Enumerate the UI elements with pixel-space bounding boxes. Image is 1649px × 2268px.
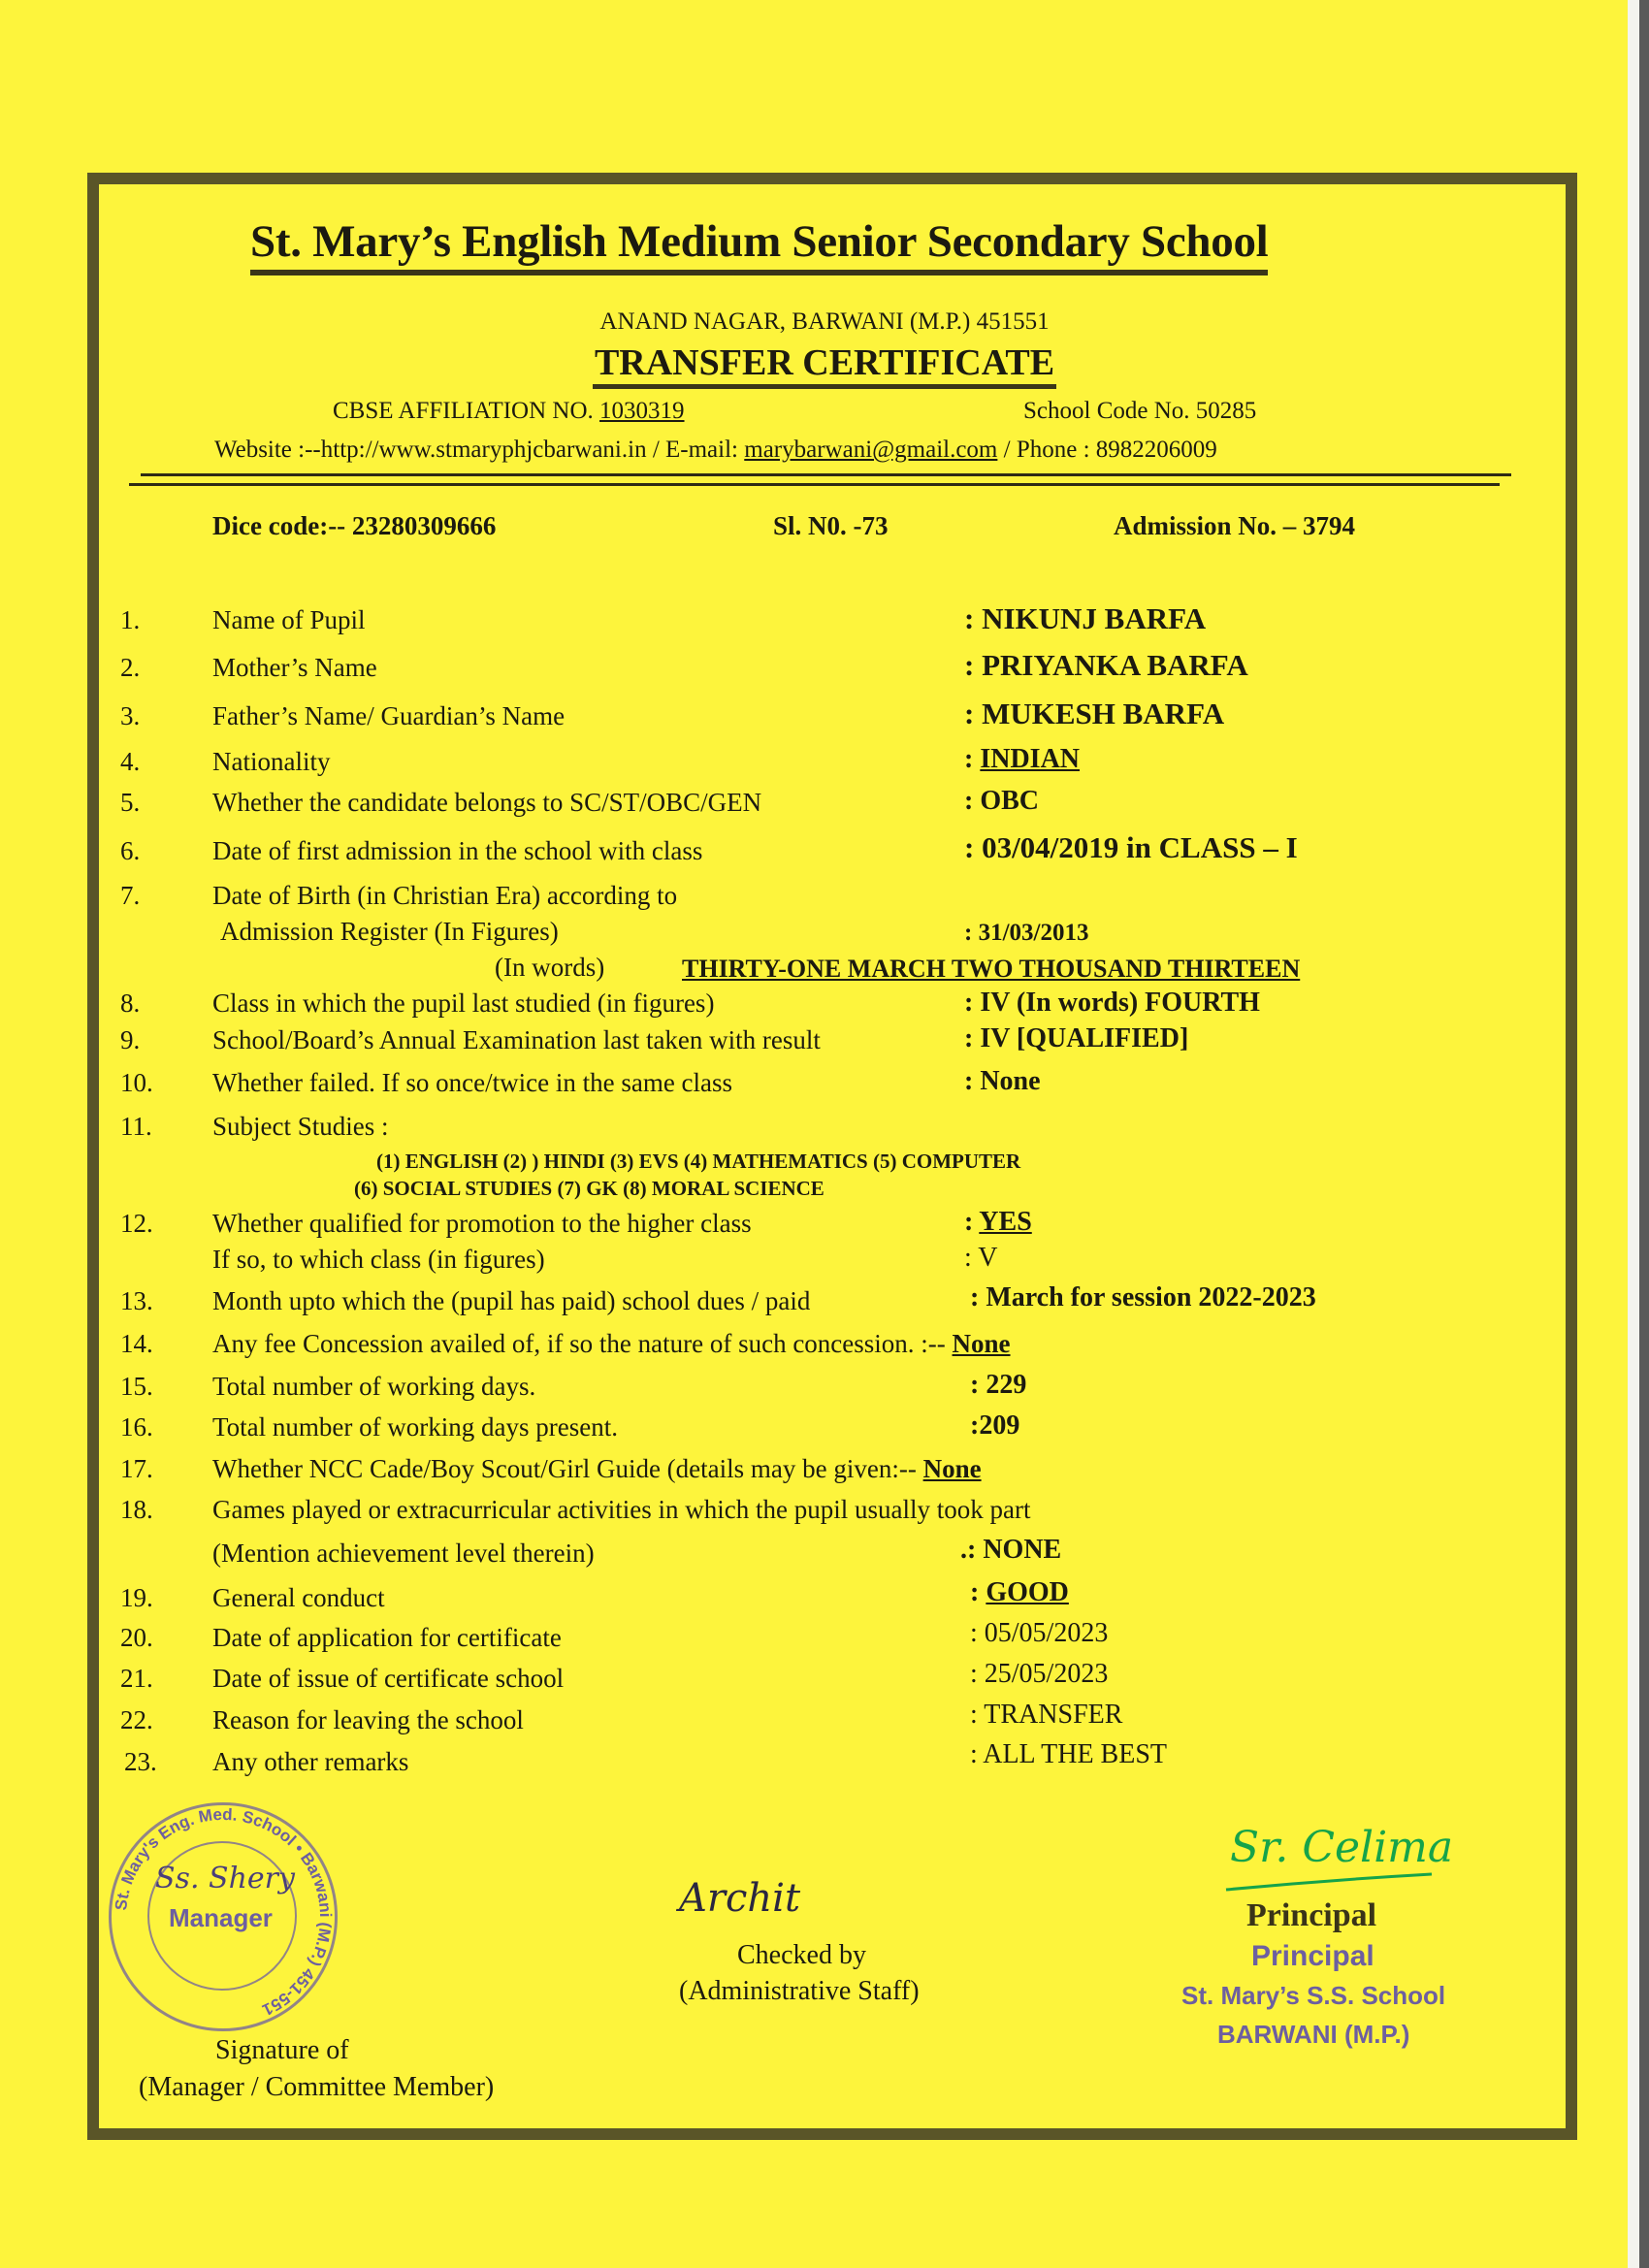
email-link[interactable]: marybarwani@gmail.com	[744, 437, 998, 463]
manager-designation: (Manager / Committee Member)	[139, 2072, 495, 2102]
website: Website :--http://www.stmaryphjcbarwani.in / E-mail:	[214, 437, 745, 463]
item-value: : IV (In words) FOURTH	[964, 988, 1260, 1018]
item-value: : OBC	[964, 786, 1039, 816]
item-value: : None	[964, 1066, 1041, 1096]
item-value: : 25/05/2023	[970, 1659, 1109, 1689]
item-number: 11.	[120, 1112, 152, 1141]
item-number: 8.	[120, 988, 141, 1018]
item-value: : GOOD	[970, 1577, 1069, 1607]
document-title-wrap	[0, 341, 1649, 389]
serial-number: Sl. N0. -73	[773, 511, 889, 540]
item-number: 16.	[120, 1412, 153, 1442]
header-rule	[141, 473, 1511, 476]
document-title: TRANSFER CERTIFICATE	[593, 341, 1056, 389]
item-value: : 31/03/2013	[964, 920, 1089, 946]
item-label: Total number of working days.	[212, 1372, 536, 1401]
item-label: Date of Birth (in Christian Era) according to	[212, 881, 678, 910]
item-number: 2.	[120, 653, 141, 682]
item-number: 3.	[120, 701, 141, 730]
item-label: Games played or extracurricular activities in which the pupil usually took part	[212, 1495, 1031, 1524]
item-label: Any fee Concession availed of, if so the nature of such concession. :-- None	[212, 1329, 1011, 1358]
signature-underline	[1222, 1872, 1436, 1894]
checked-by-label: Checked by	[737, 1940, 866, 1970]
admission-number: Admission No. – 3794	[1114, 511, 1356, 540]
item-value: : 05/05/2023	[970, 1618, 1109, 1648]
item-value: : 229	[970, 1370, 1027, 1400]
item-value: : IV [QUALIFIED]	[964, 1023, 1189, 1053]
school-name: St. Mary’s English Medium Senior Secondary School	[250, 213, 1268, 275]
contact-line	[214, 437, 1217, 464]
item-label: Date of first admission in the school with class	[212, 836, 703, 865]
item-number: 9.	[120, 1025, 141, 1054]
item-value: .: NONE	[960, 1535, 1062, 1565]
item-number: 21.	[120, 1664, 153, 1693]
item-value: : YES	[964, 1207, 1032, 1237]
item-label: Whether failed. If so once/twice in the same class	[212, 1068, 733, 1097]
cbse-number: 1030319	[599, 398, 685, 424]
item-number: 18.	[120, 1495, 153, 1524]
item-value: : MUKESH BARFA	[964, 697, 1225, 730]
manager-signature-label: Signature of	[215, 2035, 349, 2065]
item-label: Month upto which the (pupil has paid) school dues / paid	[212, 1286, 811, 1315]
subjects-line: (6) SOCIAL STUDIES (7) GK (8) MORAL SCIENCE	[354, 1177, 824, 1200]
item-label: Nationality	[212, 747, 331, 776]
subjects-line: (1) ENGLISH (2) ) HINDI (3) EVS (4) MATHEMATICS (5) COMPUTER	[376, 1150, 1021, 1173]
item-label: Reason for leaving the school	[212, 1705, 524, 1734]
item-number: 19.	[120, 1583, 153, 1612]
school-address: ANAND NAGAR, BARWANI (M.P.) 451551	[599, 308, 1050, 335]
item-value: : ALL THE BEST	[970, 1739, 1167, 1769]
item-label: Father’s Name/ Guardian’s Name	[212, 701, 566, 730]
item-number: 23.	[124, 1747, 157, 1776]
item-label: Mother’s Name	[212, 653, 377, 682]
item-label: Class in which the pupil last studied (in figures)	[212, 988, 715, 1018]
principal-stamp-place: BARWANI (M.P.)	[1217, 2020, 1410, 2049]
item-number: 17.	[120, 1454, 153, 1483]
item-number: 7.	[120, 881, 141, 910]
item-label: (Mention achievement level therein)	[212, 1539, 595, 1568]
item-number: 12.	[120, 1209, 153, 1238]
item-label: General conduct	[212, 1583, 385, 1612]
item-label: Whether the candidate belongs to SC/ST/OBC/GEN	[212, 788, 762, 817]
item-number: 10.	[120, 1068, 153, 1097]
cbse-affiliation	[333, 398, 685, 425]
dice-code: Dice code:-- 23280309666	[212, 511, 497, 540]
item-label: Any other remarks	[212, 1747, 409, 1776]
item-number: 5.	[120, 788, 141, 817]
item-value: : March for session 2022-2023	[970, 1282, 1316, 1312]
item-number: 13.	[120, 1286, 153, 1315]
scan-edge-shadow	[1639, 0, 1649, 2268]
item-value: :209	[970, 1410, 1020, 1441]
item-label: Subject Studies :	[212, 1112, 389, 1141]
item-value: None	[952, 1329, 1011, 1358]
item-label: Admission Register (In Figures)	[220, 917, 559, 946]
item-label: (In words)	[495, 953, 605, 982]
staff-signature: Archit	[679, 1876, 801, 1921]
seal-text: St. Mary's Eng. Med. School • Barwani (M.P.) 451-551	[112, 1804, 336, 2020]
item-value: : INDIAN	[964, 744, 1081, 774]
item-number: 4.	[120, 747, 141, 776]
item-number: 1.	[120, 605, 141, 634]
item-number: 15.	[120, 1372, 153, 1401]
principal-signature: Sr. Celima	[1230, 1823, 1454, 1872]
item-label: School/Board’s Annual Examination last taken with result	[212, 1025, 821, 1054]
item-label: Total number of working days present.	[212, 1412, 619, 1442]
header-rule	[129, 483, 1500, 486]
item-number: 22.	[120, 1705, 153, 1734]
school-code: School Code No. 50285	[1023, 398, 1257, 424]
item-value: : V	[964, 1243, 998, 1273]
principal-stamp-school: St. Mary’s S.S. School	[1181, 1981, 1446, 2010]
item-label: Date of application for certificate	[212, 1623, 562, 1652]
item-number: 6.	[120, 836, 141, 865]
item-value-words: THIRTY-ONE MARCH TWO THOUSAND THIRTEEN	[682, 955, 1301, 983]
item-value: : PRIYANKA BARFA	[964, 648, 1248, 682]
phone: / Phone : 8982206009	[997, 437, 1217, 463]
admin-staff-label: (Administrative Staff)	[679, 1976, 920, 2006]
item-number: 20.	[120, 1623, 153, 1652]
manager-signature: Ss. Shery	[155, 1862, 295, 1895]
item-number: 14.	[120, 1329, 153, 1358]
item-label: Whether qualified for promotion to the higher class	[212, 1209, 752, 1238]
item-label: Name of Pupil	[212, 605, 366, 634]
principal-stamp-title: Principal	[1251, 1940, 1374, 1972]
cbse-label: CBSE AFFILIATION NO.	[333, 398, 600, 424]
principal-label: Principal	[1246, 1897, 1377, 1933]
item-value: : 03/04/2019 in CLASS – I	[964, 830, 1298, 864]
scan-edge	[1628, 0, 1639, 2268]
item-label: Date of issue of certificate school	[212, 1664, 565, 1693]
item-value: : TRANSFER	[970, 1700, 1123, 1730]
item-label: If so, to which class (in figures)	[212, 1245, 545, 1274]
item-value: : NIKUNJ BARFA	[964, 601, 1207, 635]
item-value: None	[922, 1454, 982, 1483]
item-label: Whether NCC Cade/Boy Scout/Girl Guide (details may be given:-- None	[212, 1454, 982, 1483]
seal-center-text: Manager	[169, 1903, 273, 1932]
